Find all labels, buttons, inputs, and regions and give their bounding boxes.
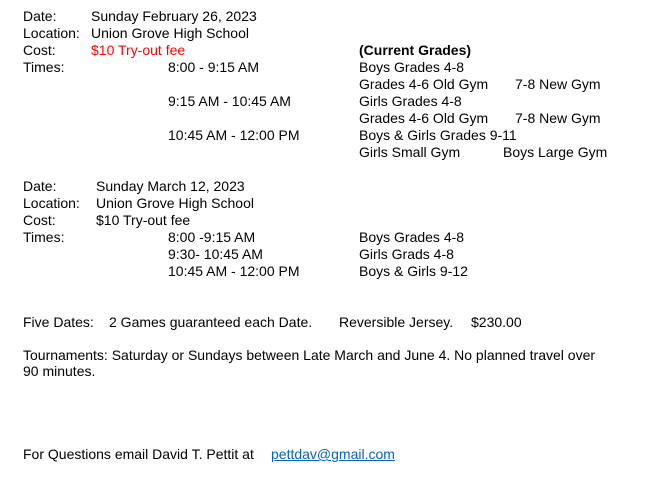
event1-slot2-time: 9:15 AM - 10:45 AM: [168, 93, 291, 109]
event1-slot2-gym-a: Grades 4-6 Old Gym: [359, 110, 489, 126]
five-dates-price: $230.00: [471, 314, 522, 330]
event1-slot2-group: Girls Grades 4-8: [359, 93, 462, 109]
five-dates-games: 2 Games guaranteed each Date.: [109, 314, 313, 330]
event2-date-value: Sunday March 12, 2023: [96, 178, 245, 194]
five-dates-jersey: Reversible Jersey.: [339, 314, 454, 330]
event1-date-label: Date:: [23, 8, 57, 24]
event1-slot3-group: Boys & Girls Grades 9-11: [359, 127, 517, 143]
event1-slot3-time: 10:45 AM - 12:00 PM: [168, 127, 300, 143]
event1-cost-value: $10 Try-out fee: [91, 42, 186, 58]
event1-slot3-gym-a: Girls Small Gym: [359, 144, 461, 160]
event2-date-label: Date:: [23, 178, 57, 194]
event1-location-value: Union Grove High School: [91, 25, 249, 41]
event2-slot2-group: Girls Grads 4-8: [359, 246, 454, 262]
event2-slot2-time: 9:30- 10:45 AM: [168, 246, 263, 262]
event2-slot1-time: 8:00 -9:15 AM: [168, 229, 256, 245]
event1-grades-header: (Current Grades): [359, 42, 472, 58]
event1-location-label: Location:: [23, 25, 80, 41]
event1-slot1-gym-a: Grades 4-6 Old Gym: [359, 76, 489, 92]
five-dates-label: Five Dates:: [23, 314, 94, 330]
event1-slot1-gym-b: 7-8 New Gym: [515, 76, 601, 92]
event2-slot1-group: Boys Grades 4-8: [359, 229, 465, 245]
contact-text: For Questions email David T. Pettit at: [23, 446, 254, 462]
event1-times-label: Times:: [23, 59, 65, 75]
event2-slot3-group: Boys & Girls 9-12: [359, 263, 468, 279]
event1-cost-label: Cost:: [23, 42, 56, 58]
event2-slot3-time: 10:45 AM - 12:00 PM: [168, 263, 300, 279]
contact-email-link[interactable]: pettdav@gmail.com: [271, 446, 395, 462]
event2-times-label: Times:: [23, 229, 65, 245]
event1-slot1-group: Boys Grades 4-8: [359, 59, 465, 75]
event1-date-value: Sunday February 26, 2023: [91, 8, 257, 24]
event1-slot3-gym-b: Boys Large Gym: [503, 144, 608, 160]
event2-cost-label: Cost:: [23, 212, 56, 228]
tournaments-line1: Tournaments: Saturday or Sundays between Late March and June 4. No planned travel over: [23, 347, 596, 363]
event2-location-value: Union Grove High School: [96, 195, 254, 211]
event2-cost-value: $10 Try-out fee: [96, 212, 191, 228]
event1-slot2-gym-b: 7-8 New Gym: [515, 110, 601, 126]
tournaments-line2: 90 minutes.: [23, 363, 96, 379]
event1-slot1-time: 8:00 - 9:15 AM: [168, 59, 260, 75]
event2-location-label: Location:: [23, 195, 80, 211]
